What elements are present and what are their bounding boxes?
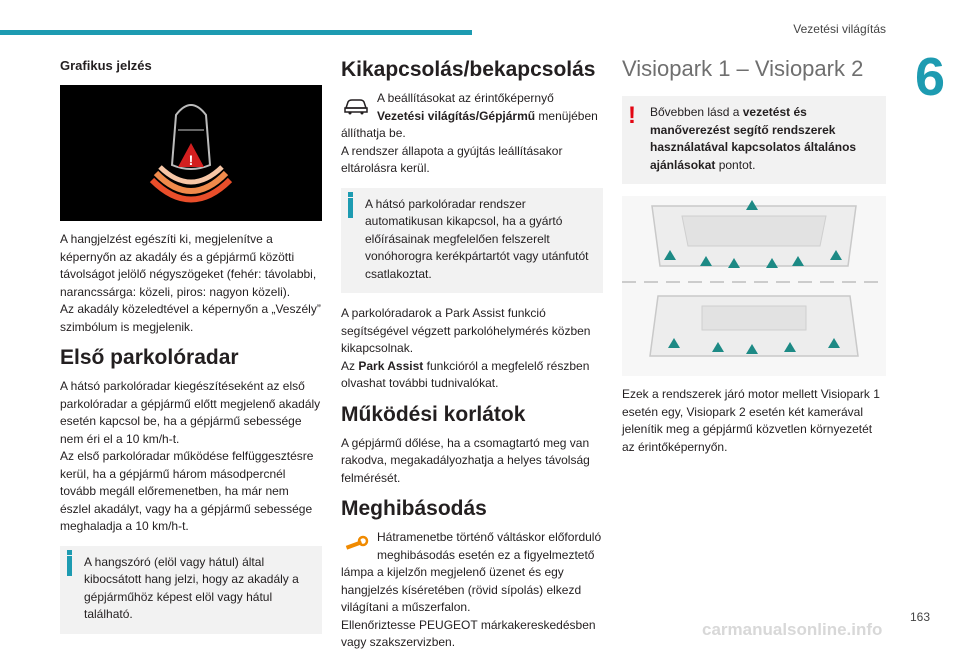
menu-separator: / bbox=[475, 108, 480, 123]
car-settings-icon bbox=[341, 92, 371, 118]
operating-limits-heading: Működési korlátok bbox=[341, 402, 526, 426]
park-assist-ref-text: Az Park Assist funkcióról a megfelelő részben olvashat további tudnivalókat. bbox=[341, 358, 590, 390]
front-sensor-suspension-text: Az első parkolóradar működése felfüggesztésre kerül, ha a gépjármű három másodpercnél tovább megáll előremenetben, ha már nem észlel akadályt, vagy ha a gépjármű sebessége meghaladja a 10 km/h-t. bbox=[60, 449, 314, 533]
settings-paragraph bbox=[341, 90, 603, 143]
operating-limits-text: A gépjármű dőlése, ha a csomagtartó meg van rakodva, megakadályozhatja a helyes távolság felmérését. bbox=[341, 435, 590, 485]
deactivation-heading: Kikapcsolás/bekapcsolás bbox=[341, 58, 596, 81]
vehicle-cameras-icon bbox=[622, 196, 886, 376]
info-bar-icon bbox=[348, 198, 353, 218]
general-recommendations-note: ! Bővebben lásd a vezetést és manőverezést segítő rendszerek használatával kapcsolatos általános ajánlásokat pontot. bbox=[622, 96, 886, 184]
malfunction-text: Hátramenetbe történő váltáskor előforduló meghibásodás esetén ez a figyelmeztető lámpa a kijelzőn megjelenő üzenet és egy hangjelzés kíséretében (rövid sípolás) elkezd világítani a műszerfalon. bbox=[341, 530, 602, 614]
info-bar-icon bbox=[67, 556, 72, 576]
car-obstacle-icon bbox=[60, 85, 322, 221]
section-title: Vezetési világítás bbox=[793, 22, 886, 36]
info-dot-icon bbox=[348, 192, 353, 197]
menu-driving-lighting: Vezetési világítás bbox=[377, 108, 476, 123]
info-dot-icon bbox=[67, 550, 72, 555]
chapter-number: 6 bbox=[900, 38, 960, 116]
settings-text-e: menüjében állíthatja be. bbox=[341, 108, 598, 140]
visiopark-description: Ezek a rendszerek járó motor mellett Visiopark 1 esetén egy, Visiopark 2 esetén két kamerával jelenítik meg a gépjármű közvetlen környezetét az érintőképernyőn. bbox=[622, 387, 880, 454]
column-3 bbox=[622, 48, 886, 456]
danger-symbol-text: Az akadály közeledtével a képernyőn a „Veszély” szimbólum is megjelenik. bbox=[60, 302, 321, 334]
front-sensor-activation-text: A hátsó parkolóradar kiegészítéseként az első parkolóradar a gépjármű előtt megjelenő akadály esetén kapcsol be, ha a gépjármű sebessége nem éri el a 10 km/h-t. bbox=[60, 379, 321, 446]
speaker-info-text: A hangszóró (elöl vagy hátul) által kibocsátott hang jelzi, hogy az akadály a gépjárműhöz képest elöl vagy hátul található. bbox=[84, 554, 299, 621]
column-2 bbox=[341, 48, 603, 652]
warning-icon: ! bbox=[628, 102, 636, 129]
column-1 bbox=[60, 48, 322, 646]
settings-text-a: A beállításokat az érintőképernyő bbox=[377, 91, 554, 105]
wrench-warning-icon bbox=[341, 531, 371, 557]
towbar-info-text: A hátsó parkolóradar rendszer automatikusan kikapcsol, ha a gyártó előírásainak megfelelően felszerelt vonóhorogra kerékpártartót vagy utánfutót csatlakoztat. bbox=[365, 196, 589, 281]
front-parking-sensors-heading: Első parkolóradar bbox=[60, 346, 239, 369]
malfunction-heading: Meghibásodás bbox=[341, 497, 487, 520]
speaker-info-note bbox=[60, 546, 322, 634]
header-accent-bar bbox=[0, 30, 472, 35]
park-assist-text: A parkolóradarok a Park Assist funkció segítségével végzett parkolóhelymérés közben kikapcsolnak. bbox=[341, 306, 591, 355]
graphic-indication-text: A hangjelzést egészíti ki, megjelenítve a képernyőn az akadály és a gépjármű közötti távolságot jelölő négyszögeket (fehér: távolabbi, narancssárga: közeli, piros: nagyon közeli). bbox=[60, 232, 317, 299]
svg-text:!: ! bbox=[188, 152, 194, 168]
dealer-check-text: Ellenőriztesse PEUGEOT márkakereskedésben vagy szakszervizben. bbox=[341, 617, 596, 649]
towbar-info-note bbox=[341, 188, 603, 294]
menu-vehicle: Gépjármű bbox=[479, 108, 536, 123]
camera-positions-image bbox=[622, 196, 886, 376]
page-number: 163 bbox=[909, 610, 930, 624]
visiopark-heading: Visiopark 1 – Visiopark 2 bbox=[622, 56, 864, 81]
state-stored-text: A rendszer állapota a gyújtás leállításakor eltárolásra kerül. bbox=[341, 143, 563, 175]
graphic-indication-heading: Grafikus jelzés bbox=[60, 58, 152, 73]
watermark: carmanualsonline.info bbox=[702, 620, 883, 639]
parking-sensor-display-image bbox=[60, 85, 322, 221]
malfunction-paragraph bbox=[341, 529, 603, 617]
